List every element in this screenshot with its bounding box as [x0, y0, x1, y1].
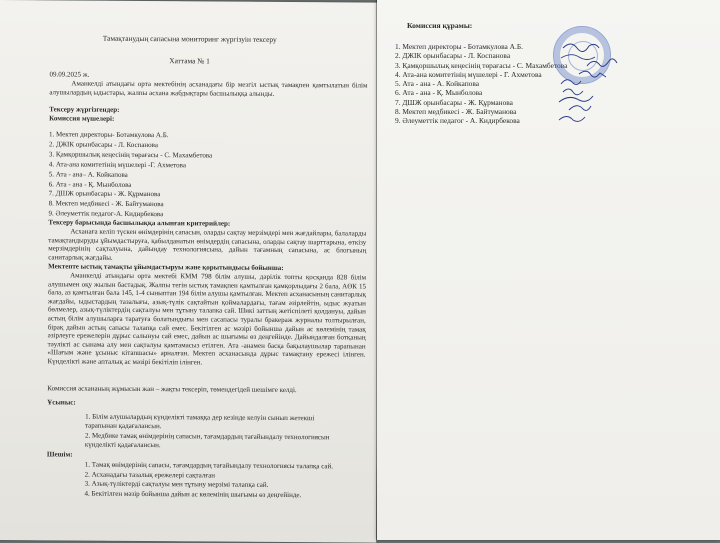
commission-composition-heading: Комиссия құрамы:	[407, 21, 473, 30]
commission-member-list	[48, 130, 369, 221]
list-item: 8. Мектеп медбикесі - Ж. Байтуманова	[395, 107, 517, 117]
list-item: 3. Қамқоршылық кеңесінің төрағасы - С. Махамбетова	[395, 60, 568, 70]
list-item: 7. ДШЖ орынбасары - Ж. Құрманова	[395, 97, 513, 107]
criteria-heading: Тексеру барысында басшылыққа алынған критерийлер:	[48, 218, 231, 228]
list-item: 6. Ата - ана - Қ. Мынболова	[48, 179, 132, 189]
list-item: 5. Ата - ана - А. Койкапова	[395, 79, 480, 89]
list-item: 2. Асханадағы тазалық ережелері сақталған	[84, 470, 216, 480]
list-item: 9. Әлеуметтік педагог-А. Кидирбекова	[48, 209, 164, 219]
list-item: 3. Қамқоршылық кеңесінің төрағасы - С. Махамбетова	[48, 150, 213, 160]
list-item: 1. Білім алушылардың күнделікті тамаққа дер кезінде келуін сынып жетекші тарапынан қадағалансын.	[85, 412, 315, 430]
list-item: 3. Азық-түліктерді сақталуы мен тұтыну мерзімі талапқа сай.	[84, 479, 269, 490]
list-item: 4. Бекітілген мәзір бойынша дайын ас көлемінің шығымы өз деңгейінде.	[84, 489, 302, 499]
list-item: 9. Әлеуметтік педагог - А. Кидирбекова	[395, 116, 520, 126]
list-item: 2. ДЖІК орынбасары - Л. Коспанова	[395, 51, 511, 61]
commission-page	[377, 0, 720, 540]
suggestions-list	[85, 413, 343, 451]
protocol-date: 09.09.2025 ж.	[49, 70, 90, 79]
list-item: 2. ДЖІК орынбасары - Л. Коспанова	[48, 140, 159, 150]
decision-list	[85, 461, 355, 501]
list-item: 1. Тамақ өнімдерінің сапасы, тағамдардың тағайындалу технологиясы талапқа сай.	[84, 460, 334, 471]
commission-heading: Комиссия мүшелері:	[49, 114, 115, 123]
criteria-paragraph: Асханаға келіп түскен өнімдерінің сапасын, оларды сақтау мерзімдері мен жағдайлары, балаларды тамақтандыруды ұйымдастыруға, қабылданатын өнімдердің сапасына, оларды сақтау шарттарына, өткізу мерзімдерінің сақталуына, дайындау технологиясына, дайын тағамның сапасына, ас блогының санитарлық жағдайы.	[48, 227, 367, 262]
organization-paragraph: Аманкелді атындағы орта мектебі КММ 798 білім алушы, дәрілік топты қосқанда 828 білім алушымен оқу жылын бастадық. Жалпы тегін ыстық тамақпен қамтылған қамқорлыдағы 2 бала, АӨК 15 бала, аз қамтылған бала 145, 1-4 сыныптан 194 білім алушы қамтылған. Мектеп асханасының санитарлық жағдайы, ыдыстардың тазалығы, азық-түлік сақтайтын қоймалардағы, тағам әзірлейтін, ыдыс жуатын бөлмелер, азық-түліктердің сақталуы мен тұтыну талапка сай. Шикі заттың жетіспілеті қолдануы, дайын астың білім алушыларға таратуға болатындығы мен сасапасы туралы бракераж журналы толтырылған, бірақ дайын астың сапасы талапқа сай емес. Бекітілген ас мәзірі бойынша дайын ас көлемінің тамақ әзірлеуге ережелерін дұрыс салынуы сай емес, дайын ас шығымы өз деңгейінде. Дайындалған ботқаның тәулікті ас сынама алу мен сақталуы қамтамасыз етілген. Ата -анамен басқа бақылаушылар тарапынан «Шағым және ұсыныс кітапшасы» арналған. Мектеп асханасында дұрыс тамақтану ережесі ілінген. Күнделікті және апталық ас мәзірі бекітіліп ілінген.	[47, 271, 367, 367]
suggestions-heading: Ұсыныс:	[47, 398, 76, 407]
handwritten-signatures-icon	[557, 36, 637, 136]
organization-heading: Мектепте ыстық тамақты ұйымдастыруы және қорытындысы бойынша:	[48, 262, 284, 272]
document-header: Тамақтанудың сапасына мониторинг жүргізуін тексеру	[102, 33, 277, 44]
list-item: 4. Ата-ана комитетінің мүшелері -Г. Ахметова	[48, 160, 187, 170]
protocol-number: Хаттама № 1	[169, 56, 210, 66]
list-item: 1. Мектеп директоры - Ботамкулова А.Б.	[395, 42, 523, 51]
list-item: 2. Медбике тамақ өнімдерінің сапасын, тағамдардың тағайындалу технологиясын күнделікті қадағалансын.	[84, 431, 330, 449]
inspectors-heading: Тексеру жүргізгендер:	[49, 105, 120, 114]
list-item: 4. Ата-ана комитетінің мүшелері - Г. Ахметова	[395, 69, 542, 79]
list-item: 6. Ата - ана - Қ. Мынболова	[395, 88, 483, 98]
list-item: 7. ДШЖ орынбасары - Ж. Құрманова	[48, 189, 161, 199]
conclusion-line: Комиссия асхананың жұмысын жан – жақты тексеріп, төмендегідей шешімге келді.	[47, 384, 297, 395]
decision-heading: Шешім:	[46, 450, 73, 459]
list-item: 5. Ата - ана– А. Койкапова	[48, 169, 128, 179]
list-item: 8. Мектеп медбикесі - Ж. Байтуманова	[48, 199, 164, 209]
intro-paragraph: Аманкелді атындағы орта мектебінің асханадағы бір мезгіл ыстық тамақпен қамтылатын білім алушылардың ыдыстары, жалпы асхана жабдықтары басшылыққа алынды.	[49, 79, 368, 98]
list-item: 1. Мектеп директоры- Ботамкулова А.Б.	[49, 130, 169, 140]
